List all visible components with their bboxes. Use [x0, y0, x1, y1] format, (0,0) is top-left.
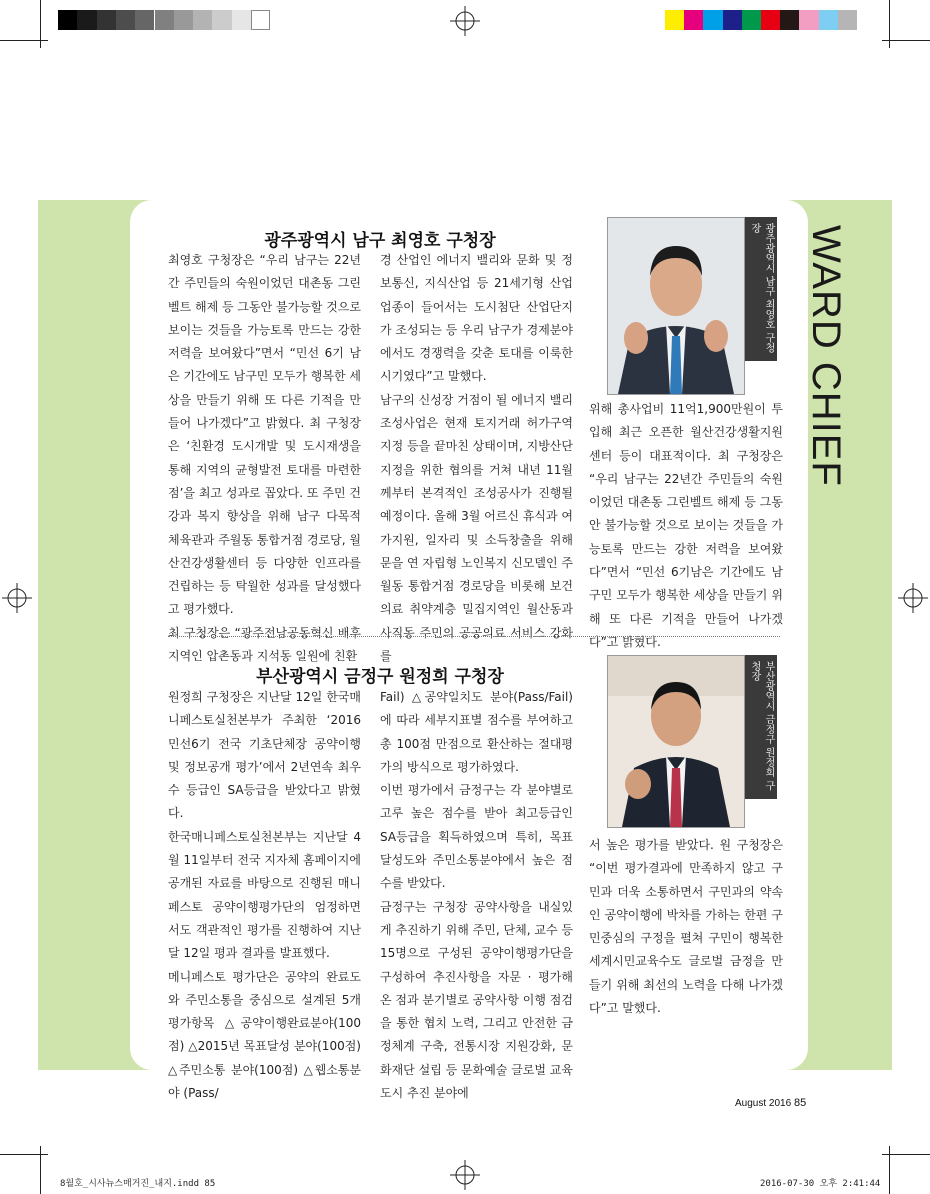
gray-swatch	[135, 10, 154, 30]
photo-caption: 광주광역시 남구 최영호 구청장	[745, 217, 777, 361]
paragraph: 경 산업인 에너지 밸리와 문화 및 정보통신, 지식산업 등 21세기형 산업업종이 들어서는 도시첨단 산업단지가 조성되는 등 우리 남구가 경제분야에서도 경쟁력을 갖춘 토대를 이룩한 시기였다”고 말했다.	[380, 253, 573, 384]
paragraph: 서 높은 평가를 받았다. 원 구청장은 “이번 평가결과에 만족하지 않고 구민과 더욱 소통하면서 구민과의 약속인 공약이행에 박차를 가하는 한편 구민중심의 구정을 펼쳐 구민이 행복한 세계시민교육수도 글로벌 금정을 만들기 위해 최선의 노력을 다해 나가겠다”고 말했다.	[589, 838, 783, 1016]
gray-swatch	[155, 10, 174, 30]
gray-swatch	[193, 10, 212, 30]
registration-mark	[898, 583, 928, 613]
color-swatch	[684, 10, 703, 30]
section2-column1	[168, 686, 361, 1105]
portrait-illustration	[608, 656, 744, 827]
page-folio	[735, 1097, 806, 1109]
paragraph: 금정구는 구청장 공약사항을 내실있게 추진하기 위해 주민, 단체, 교수 등 15명으로 구성된 공약이행평가단을 구성하여 추진사항을 자문 · 평가해 온 점과 분기별로 공약사항 이행 점검을 통한 협치 노력, 그리고 안전한 금정체계 구축, 전통시장 지원강화, 문화재단 설립 등 문화예술 글로벌 교육도시 추진 분야에	[380, 899, 573, 1101]
paragraph: 위해 총사업비 11억1,900만원이 투입해 최근 오픈한 월산건강생활지원센터 등이 대표적이다. 최 구청장은 “우리 남구는 22년간 주민들의 숙원이었던 대촌동 그린벨트 해제 등 그동안 불가능할 것으로 보이는 것들을 가능토록 만드는 강한 저력을 보여왔다”면서 “민선 6기남은 기간에도 남구민 모두가 행복한 세상을 만들기 위해 또 다른 기적을 만들어 나가겠다”고 밝혔다.	[589, 402, 783, 649]
photo-caption: 부산광역시 금정구 원정희 구청장	[745, 655, 777, 799]
portrait-photo-won	[607, 655, 745, 828]
section2-title: 부산광역시 금정구 원정희 구청장	[256, 667, 504, 687]
portrait-illustration	[608, 218, 744, 394]
issue-label: August 2016	[735, 1098, 792, 1109]
registration-mark	[450, 1160, 480, 1190]
paragraph: 최영호 구청장은 “우리 남구는 22년간 주민들의 숙원이었던 대촌동 그린벨트 해제 등 그동안 불가능할 것으로 보이는 것들을 가능토록 만드는 강한 저력을 보여왔다”면서 “민선 6기 남은 기간에도 남구민 모두가 행복한 세상을 만들기 위해 또 다른 기적을 만들어 나가겠다”고 밝혔다. 최 구청장은 ‘친환경 도시개발 및 도시재생을 통해 지역의 균형발전 토대를 마련한 점’을 최고 성과로 꼽았다. 또 주민 건강과 복지 향상을 위해 남구 다목적 체육관과 주월동 통합거점 경로당, 월산건강생활센터 등 다양한 인프라를 건립하는 등 탁월한 성과를 달성했다고 평가했다.	[168, 253, 361, 617]
gray-swatch	[58, 10, 77, 30]
section-side-title: WARD CHIEF	[804, 225, 848, 487]
page-number: 85	[793, 1097, 807, 1109]
color-swatch	[838, 10, 857, 30]
gray-swatch	[232, 10, 251, 30]
color-swatch	[703, 10, 722, 30]
section1-column2	[380, 249, 573, 668]
print-timestamp: 2016-07-30 오후 2:41:44	[760, 1179, 881, 1189]
gray-swatch	[212, 10, 231, 30]
paragraph: 남구의 신성장 거점이 될 에너지 밸리 조성사업은 현재 토지거래 허가구역 지정 등을 끝마친 상태이며, 지방산단 지정을 위한 협의를 거쳐 내년 11월께부터 본격적인 조성공사가 진행될 예정이다. 올해 3월 어르신 휴식과 여가지원, 일자리 및 소득창출을 위해 문을 연 자립형 노인복지 신모델인 주월동 통합거점 경로당을 비롯해 보건의료 취약계층 밀집지역인 월산동과 사직동 주민의 공공의료 서비스 강화를	[380, 392, 573, 664]
gray-swatch	[77, 10, 96, 30]
crop-mark	[0, 40, 48, 41]
paragraph: 메니페스토 평가단은 공약의 완료도와 주민소통을 중심으로 설계된 5개 평가항목 △공약이행완료분야(100점) △2015년 목표달성 분야(100점) △주민소통 분야(100점) △웹소통분야 (Pass/	[168, 969, 361, 1101]
color-swatch	[799, 10, 818, 30]
paragraph: Fail) △공약일치도 분야(Pass/Fail)에 따라 세부지표별 점수를 부여하고 총 100점 만점으로 환산하는 절대평가의 방식으로 평가하였다.	[380, 690, 573, 774]
color-swatch	[819, 10, 838, 30]
crop-mark	[882, 1154, 930, 1155]
color-swatch	[665, 10, 684, 30]
crop-mark	[0, 1154, 48, 1155]
paragraph: 이번 평가에서 금정구는 각 분야별로 고루 높은 점수를 받아 최고등급인 SA등급을 획득하였으며 특히, 목표달성도와 주민소통분야에서 높은 점수를 받았다.	[380, 783, 573, 891]
section1-column1	[168, 249, 361, 668]
gray-swatch	[116, 10, 135, 30]
paragraph: 최 구청장은 “광주전남공동혁신 배후지역인 압촌동과 지석동 일원에 친환	[168, 625, 361, 664]
section-divider	[168, 636, 780, 637]
color-swatch	[723, 10, 742, 30]
gray-swatch	[97, 10, 116, 30]
gray-swatch	[251, 10, 270, 30]
registration-mark	[450, 6, 480, 36]
color-swatch	[761, 10, 780, 30]
registration-mark	[2, 583, 32, 613]
portrait-photo-choi	[607, 217, 745, 395]
color-swatch	[780, 10, 799, 30]
section2-column3	[589, 834, 783, 1020]
file-slug: 8월호_시사뉴스매거진_내지.indd 85	[60, 1179, 216, 1189]
paragraph: 한국매니페스토실천본부는 지난달 4월 11일부터 전국 지자체 홈페이지에 공개된 자료를 바탕으로 진행된 매니페스토 공약이행평가단의 엄정하면서도 객관적인 평가를 진행하여 지난달 12일 평과 결과를 발표했다.	[168, 829, 361, 961]
crop-mark	[882, 40, 930, 41]
paragraph: 원정희 구청장은 지난달 12일 한국매니페스토실천본부가 주최한 ‘2016 민선6기 전국 기초단체장 공약이행 및 정보공개 평가’에서 2년연속 최우수 등급인 SA등급을 받았다고 밝혔다.	[168, 690, 361, 821]
section1-column3	[589, 398, 783, 654]
section2-column2	[380, 686, 573, 1105]
gray-swatch	[174, 10, 193, 30]
color-swatch	[742, 10, 761, 30]
section1-title: 광주광역시 남구 최영호 구청장	[264, 231, 496, 251]
